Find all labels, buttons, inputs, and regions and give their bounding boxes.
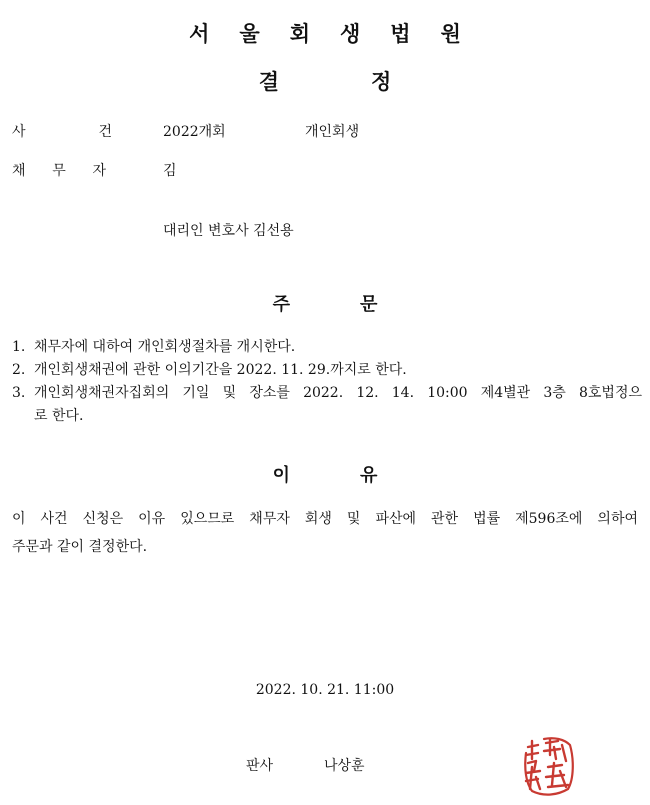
- court-char: 생: [340, 22, 361, 46]
- debtor-label-char: 채: [12, 163, 26, 179]
- debtor-label-char: 자: [92, 163, 106, 179]
- court-char: 법: [390, 22, 411, 46]
- case-number: 2022개회: [163, 124, 226, 140]
- debtor-label-char: 무: [52, 163, 66, 179]
- order-number: 3.: [12, 385, 26, 401]
- court-char: 원: [440, 22, 461, 46]
- reason-line: 이 사건 신청은 이유 있으므로 채무자 회생 및 파산에 관한 법률 제596조에 의하여: [12, 511, 638, 527]
- order-indent: [12, 405, 34, 428]
- order-number: 1.: [12, 339, 26, 355]
- court-char: 회: [289, 22, 310, 46]
- case-label-char: 건: [98, 124, 112, 140]
- order-text: 개인회생채권에 관한 이의기간을 2022. 11. 29.까지로 한다.: [34, 362, 407, 378]
- debtor-name: 김: [163, 163, 177, 179]
- agent-line: 대리인 변호사 김선용: [163, 223, 294, 239]
- order-item: [12, 336, 642, 359]
- orders-title-char: 문: [360, 294, 378, 315]
- judge-name: 나상훈: [324, 758, 365, 774]
- court-char: 울: [239, 22, 260, 46]
- order-item: [12, 382, 642, 405]
- doctype-char: 정: [371, 70, 392, 94]
- case-label: [12, 121, 112, 141]
- reason-text: [12, 505, 638, 561]
- orders-title: [0, 290, 650, 316]
- order-item: [12, 359, 642, 382]
- reason-title-char: 이: [272, 465, 290, 486]
- document-type: [0, 66, 650, 96]
- orders-list: [12, 336, 642, 428]
- order-text: 개인회생채권자집회의 기일 및 장소를 2022. 12. 14. 10:00 제4별관 3층 8호법정으: [34, 385, 642, 401]
- decision-date: 2022. 10. 21. 11:00: [255, 682, 395, 698]
- order-text: 채무자에 대하여 개인회생절차를 개시한다.: [34, 339, 296, 355]
- reason-title-char: 유: [360, 465, 378, 486]
- doctype-char: 결: [258, 70, 279, 94]
- orders-title-char: 주: [272, 294, 290, 315]
- reason-line: 주문과 같이 결정한다.: [12, 539, 148, 555]
- order-item-continuation: [12, 405, 642, 428]
- order-text: 로 한다.: [34, 408, 84, 424]
- reason-title: [0, 461, 650, 487]
- official-seal-icon: [514, 733, 580, 799]
- judge-title: 판사: [246, 758, 274, 774]
- case-name: 개인회생: [305, 124, 360, 140]
- case-label-char: 사: [12, 124, 26, 140]
- court-name: [0, 18, 650, 48]
- court-char: 서: [189, 22, 210, 46]
- debtor-label: [12, 160, 106, 180]
- order-number: 2.: [12, 362, 26, 378]
